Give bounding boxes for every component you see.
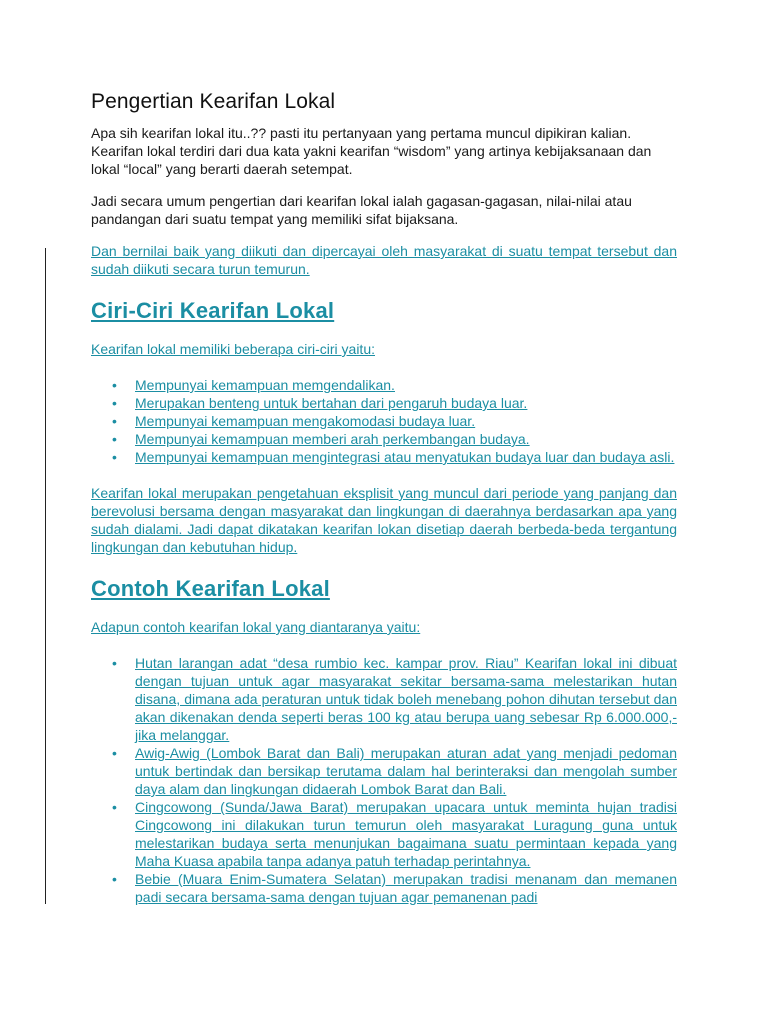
list-item[interactable]: • Mempunyai kemampuan mengakomodasi budaya luar. (112, 413, 476, 429)
section-ciri-intro[interactable]: Kearifan lokal memiliki beberapa ciri-ciri yaitu: (91, 341, 375, 357)
page-title: Pengertian Kearifan Lokal (91, 90, 336, 113)
bullet-icon: • (112, 431, 117, 447)
intro-line: Apa sih kearifan lokal itu..?? pasti itu pertanyaan yang pertama muncul dipikiran kalian. (91, 125, 632, 141)
document-page (91, 90, 677, 906)
list-item[interactable]: • Bebie (Muara Enim-Sumatera Selatan) merupakan tradisi menanam dan memanen padi secara bersama-sama dengan tujuan agar pemanenan padi (112, 871, 677, 905)
contoh-list (91, 654, 677, 906)
bullet-icon: • (112, 377, 117, 393)
list-item[interactable]: • Merupakan benteng untuk bertahan dari pengaruh budaya luar. (112, 395, 528, 411)
ciri-list (91, 376, 677, 466)
bullet-icon: • (112, 871, 117, 887)
section-ciri-closing[interactable]: Kearifan lokal merupakan pengetahuan eksplisit yang muncul dari periode yang panjang dan berevolusi bersama dengan masyarakat dan lingkungan di daerahnya berdasarkan apa yang sudah dialami. Jadi dapat dikatakan kearifan lokan disetiap daerah berbeda-beda tergantung lingkungan dan kebutuhan hidup. (91, 485, 677, 555)
bullet-icon: • (112, 745, 117, 761)
section-heading-contoh[interactable]: Contoh Kearifan Lokal (91, 576, 330, 601)
section-contoh-intro[interactable]: Adapun contoh kearifan lokal yang diantaranya yaitu: (91, 619, 421, 635)
bullet-icon: • (112, 799, 117, 815)
list-item[interactable]: • Cingcowong (Sunda/Jawa Barat) merupakan upacara untuk meminta hujan tradisi Cingcowong ini dilakukan turun temurun oleh masyarakat Luragung guna untuk melestarikan budaya serta menunjukan bagaimana suatu permintaan kepada yang Maha Kuasa apabila tanpa adanya patuh terhadap perintahnya. (112, 799, 677, 869)
list-item[interactable]: • Mempunyai kemampuan mengintegrasi atau menyatukan budaya luar dan budaya asli. (112, 449, 675, 465)
list-item[interactable]: • Mempunyai kemampuan memberi arah perkembangan budaya. (112, 431, 530, 447)
definition-continuation[interactable]: Dan bernilai baik yang diikuti dan dipercayai oleh masyarakat di suatu tempat tersebut dan sudah diikuti secara turun temurun. (91, 243, 677, 277)
margin-change-bar (45, 248, 46, 904)
bullet-icon: • (112, 655, 117, 671)
intro-paragraph: Kearifan lokal terdiri dari dua kata yakni kearifan “wisdom” yang artinya kebijaksanaan dan lokal “local” yang berarti daerah setempat. (91, 143, 652, 177)
bullet-icon: • (112, 395, 117, 411)
list-item[interactable]: • Awig-Awig (Lombok Barat dan Bali) merupakan aturan adat yang menjadi pedoman untuk bertindak dan bersikap terutama dalam hal berinteraksi dan mengolah sumber daya alam dan lingkungan didaerah Lombok Barat dan Bali. (112, 745, 677, 797)
definition-paragraph: Jadi secara umum pengertian dari kearifan lokal ialah gagasan-gagasan, nilai-nilai atau pandangan dari suatu tempat yang memiliki sifat bijaksana. (91, 193, 632, 227)
bullet-icon: • (112, 449, 117, 465)
list-item[interactable]: • Hutan larangan adat “desa rumbio kec. kampar prov. Riau” Kearifan lokal ini dibuat dengan tujuan untuk agar masyarakat sekitar bersama-sama melestarikan hutan disana, dimana ada peraturan untuk tidak boleh menebang pohon dihutan tersebut dan akan dikenakan denda seperti beras 100 kg atau berupa uang sebesar Rp 6.000.000,- jika melanggar. (112, 655, 677, 743)
list-item[interactable]: • Mempunyai kemampuan memgendalikan. (112, 377, 395, 393)
bullet-icon: • (112, 413, 117, 429)
section-heading-ciri[interactable]: Ciri-Ciri Kearifan Lokal (91, 298, 335, 323)
